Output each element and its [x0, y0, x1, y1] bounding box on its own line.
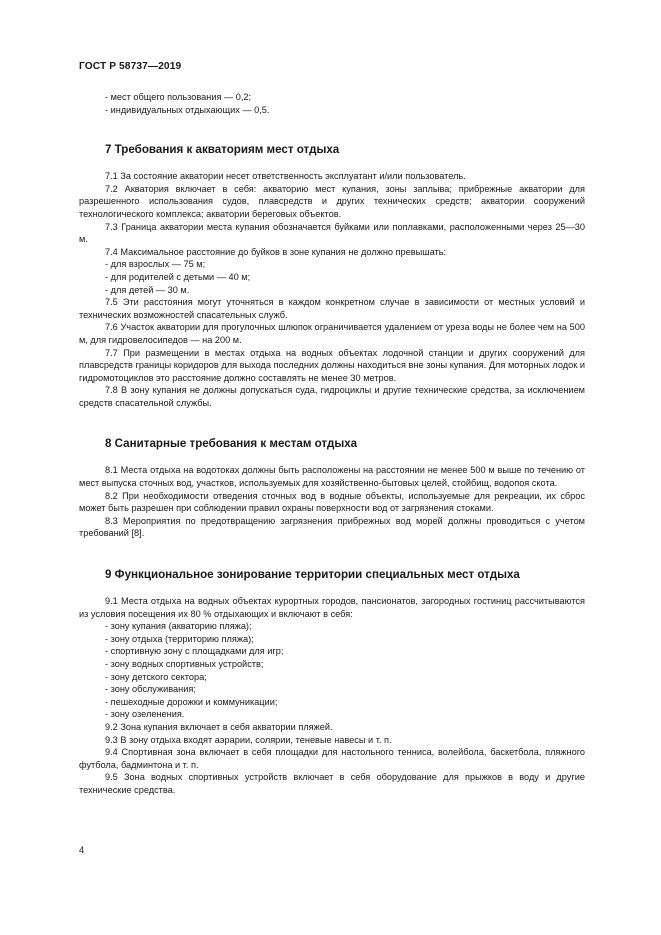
section-8-heading: 8 Санитарные требования к местам отдыха — [105, 437, 358, 451]
clause-9-2: 9.2 Зона купания включает в себя акватории пляжей. — [105, 721, 333, 732]
clause-7-5: 7.5 Эти расстояния могут уточняться в каждом конкретном случае в зависимости от местных условий и технических возможностей спасательных служб. — [79, 297, 585, 320]
clause-7-3: 7.3 Граница акватории места купания обозначается буйками или поплавками, расположенными через 25—30 м. — [79, 221, 585, 245]
list-item: - для детей — 30 м. — [105, 284, 190, 295]
clause-7-6: 7.6 Участок акватории для прогулочных шлюпок ограничивается удалением от уреза воды не более чем на 500 м, для гидровелосипедов — на 200 м. — [79, 322, 585, 345]
clause-8-1: 8.1 Места отдыха на водотоках должны быть расположены на расстоянии не менее 500 м выше по течению от мест выпуска сточных вод, участков, используемых для хозяйственно-бытовых целей, стойбищ, водопоя скота. — [79, 465, 585, 489]
list-item: - пешеходные дорожки и коммуникации; — [105, 696, 278, 707]
list-item: - зону водных спортивных устройств; — [105, 659, 264, 669]
list-item: - зону отдыха (территорию пляжа); — [105, 633, 254, 644]
clause-9-4: 9.4 Спортивная зона включает в себя площадки для настольного тенниса, волейбола, баскетбола, пляжного футбола, бадминтона и т. п. — [79, 747, 585, 770]
clause-8-3: 8.3 Мероприятия по предотвращению загрязнения прибрежных вод морей должны проводиться с учетом требований [8]. — [79, 515, 585, 539]
clause-7-2: 7.2 Акватория включает в себя: акваторию мест купания, зоны заплыва; прибрежные акватории для разрешенного использования судов, плавсредств и других технических средств; акватории сооружений технологического комплекса; акватории береговых объектов. — [79, 183, 585, 219]
page-content — [79, 91, 585, 797]
list-item: - спортивную зону с площадками для игр; — [105, 646, 284, 657]
clause-9-3: 9.3 В зону отдыха входят аэрарии, солярии, теневые навесы и т. п. — [105, 734, 392, 745]
list-item: - зону обслуживания; — [105, 684, 196, 695]
clause-7-1: 7.1 За состояние акватории несет ответственность эксплуатант и/или пользователь. — [105, 171, 466, 182]
section-9-heading: 9 Функциональное зонирование территории специальных мест отдыха — [105, 568, 520, 582]
list-item: - зону купания (акваторию пляжа); — [105, 621, 252, 632]
list-item: - мест общего пользования — 0,2; — [105, 92, 252, 102]
clause-8-2: 8.2 При необходимости отведения сточных вод в водные объекты, используемые для рекреации, их сброс может быть разрешен при соблюдении правил охраны поверхности вод от загрязнения стоками. — [79, 490, 585, 514]
list-item: - индивидуальных отдыхающих — 0,5. — [105, 104, 270, 115]
list-item: - зону детского сектора; — [105, 671, 207, 682]
list-item: - для родителей с детьми — 40 м; — [105, 271, 251, 282]
page-number: 4 — [79, 845, 85, 855]
clause-9-1: 9.1 Места отдыха на водных объектах курортных городов, пансионатов, загородных гостиниц рассчитываются из условия посещения их 80 % отдыхающих и включают в себя: — [79, 596, 585, 619]
running-header: ГОСТ Р 58737—2019 — [79, 61, 182, 72]
clause-7-7: 7.7 При размещении в местах отдыха на водных объектах лодочной станции и других сооружений для плавсредств границы коридоров для выхода последних должны находиться вне зоны купания. Для моторных лодок и гидромотоциклов это расстояние должно составлять не менее 30 метров. — [79, 347, 585, 383]
clause-7-8: 7.8 В зону купания не должны допускаться суда, гидроциклы и другие технические средства, за исключением средств спасательной службы. — [79, 385, 585, 408]
clause-7-4: 7.4 Максимальное расстояние до буйков в зоне купания не должно превышать: — [105, 246, 447, 257]
clause-9-5: 9.5 Зона водных спортивных устройств включает в себя оборудование для прыжков в воду и другие технические средства. — [79, 772, 585, 795]
list-item: - зону озеленения. — [105, 709, 185, 720]
section-7-heading: 7 Требования к акваториям мест отдыха — [105, 143, 340, 157]
list-item: - для взрослых — 75 м; — [105, 259, 206, 270]
